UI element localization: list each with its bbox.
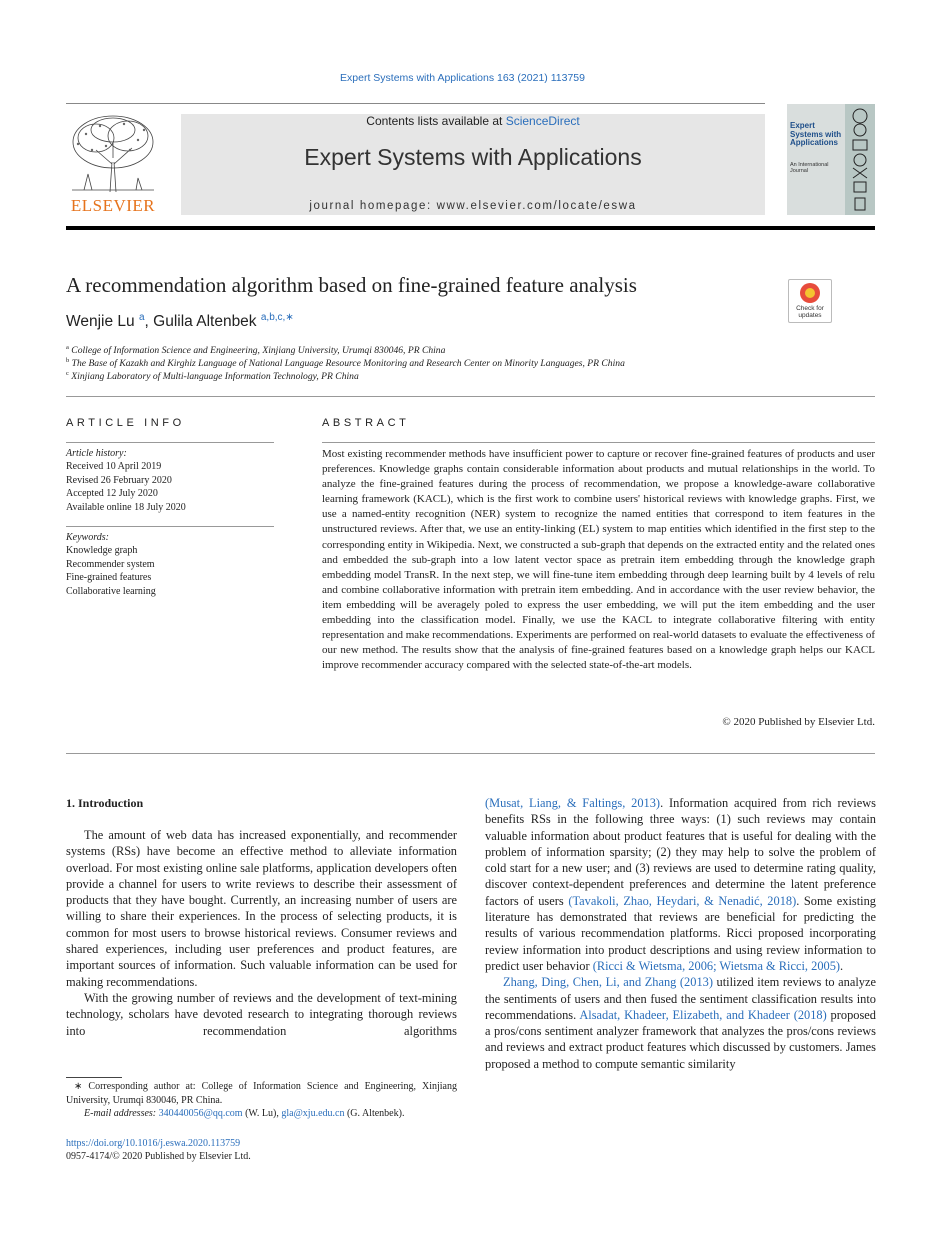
citation-link[interactable]: Zhang, Ding, Chen, Li, and Zhang (2013) [503,975,713,990]
page-bottom [66,1137,251,1163]
article-info-heading: ARTICLE INFO [66,417,185,429]
section-rule [66,396,875,397]
check-updates-icon [800,283,820,303]
info-rule [66,442,274,443]
contents-line [181,114,765,128]
left-column [66,827,457,1039]
corresponding-author: ∗ Corresponding author at: College of Information Science and Engineering, Xinjiang University, Urumqi 830046, PR China. [66,1081,457,1106]
paragraph-text: utilized item reviews to analyze the sentiments of users and then fused the sentiment classification results into recommendations. [485,975,876,1022]
author-list [66,312,294,331]
journal-title: Expert Systems with Applications [304,144,642,170]
cover-subtitle: An International Journal [790,162,829,174]
section-heading: 1. Introduction [66,796,144,810]
history-item: Accepted 12 July 2020 [66,488,158,500]
journal-cover [787,104,875,215]
paragraph: The amount of web data has increased exponentially, and recommender systems (RSs) have become an effective method to alleviate information overload. For most existing online sale platforms, application developers often provide a channel for users to write reviews to describe their assessment of products that they have bought. Currently, an increasing number of users are willing to share their experiences. In the process of selecting products, it is common for most users to browse historical reviews. Consumer reviews and shared experiences, including user preferences and product features, are important sources of information. Such valuable information can be used for making recommendations. [66,828,457,989]
history-item: Available online 18 July 2020 [66,501,186,513]
section-rule [66,753,875,754]
email-line [66,1107,457,1121]
keywords-label: Keywords: [66,532,109,543]
article-title: A recommendation algorithm based on fine-grained feature analysis [66,273,637,297]
journal-reference[interactable]: Expert Systems with Applications 163 (2021) 113759 [340,72,585,84]
abstract-text: Most existing recommender methods have insufficient power to capture or recover fine-grained features of products and user preferences. Knowledge graphs contain considerable information about products and mutual relationships in the world. To analyze the fine-grained features during the process of recommendation, we propose a knowledge-aware collaborative learning framework (KACL), which is the first work to combine users' historical reviews with knowledge graphs. First, we use a named-entity recognition (NER) system to recognize the named entities that correspond to item features in the unstructured reviews. After that, we use an entity-linking (EL) system to map entities which identified in the first step to the corresponding entity in Wikipedia. Next, we constructed a sub-graph that depends on the extracted entity and the related ones and embedded the sub-graph into a low latent vector space as pretrain item embedding through the knowledge graph embedding model TransR. In the next step, we will fine-tune item embedding through deep learning built by 4 levels of relu and combine collaborative information with pretrain item embedding. And in accordance with the user review behavior, the item embedding will be averagely poled to express the user embedding, we will put the item embedding and the user embedding into the classification model. Finally, we use the KACL to integrate collaborative filtering with entity representation and make recommendations. Experiments are performed on real-world datasets to evaluate the effectiveness of our new method. The results show that the analysis of fine-grained features based on a knowledge graph helps our KACL improve recommender accuracy compared with the selected state-of-the-art models. [322,448,875,672]
header-thick-rule [66,226,875,230]
affiliation: $^b$ The Base of Kazakh and Kirghiz Language of National Language Resource Monitoring and Research Center on Minority Languages, PR China [66,357,625,370]
citation-link[interactable]: (Tavakoli, Zhao, Heydari, & Nenadić, 2018) [568,893,797,908]
author-name[interactable]: Gulila Altenbek [153,313,257,331]
email-link[interactable]: 340440056@qq.com [158,1108,243,1120]
journal-homepage[interactable]: journal homepage: www.elsevier.com/locate/eswa [309,200,637,212]
cover-panel [787,104,845,215]
paragraph-text: . [840,958,844,973]
abstract-heading: ABSTRACT [322,417,410,429]
keywords [66,531,274,598]
paragraph-text: . Information acquired from rich reviews benefits RSs in the following three ways: (1) such reviews may contain valuable information about product features that is useful for dealing with the problem of information sparsity; (2) they may help to solve the problem of cold start for a new user; and (3) reviews are used to determine rating quality, discover context-dependent preferences and determine the latent preference factors of users [485,796,876,908]
tree-icon [66,112,160,194]
sciencedirect-link[interactable]: ScienceDirect [505,114,580,128]
email-owner: (G. Altenbek). [344,1108,405,1120]
publisher-logo-text: ELSEVIER [70,196,156,215]
email-owner: (W. Lu), [242,1108,282,1120]
cover-title: Expert Systems with Applications [790,121,842,147]
author-separator: , [144,313,154,331]
abstract-copyright: © 2020 Published by Elsevier Ltd. [722,716,875,728]
footnote-rule [66,1077,122,1078]
check-updates-text: Check for updates [796,305,824,319]
paragraph [485,974,876,1072]
email-label: E-mail addresses: [84,1108,157,1120]
paragraph-text: proposed a pros/cons sentiment analyzer framework that analyzes the pros/cons reviews and reviews and extract product features which discussed by customers. James proposed a method to compute semantic similarity [485,1007,876,1071]
paragraph: With the growing number of reviews and the development of text-mining technology, scholars have devoted research to integrating thorough reviews into recommendation algorithms [66,990,457,1038]
footnote [66,1080,457,1121]
history-item: Revised 26 February 2020 [66,474,172,486]
abstract-rule [322,442,875,443]
doi-link[interactable]: https://doi.org/10.1016/j.eswa.2020.113759 [66,1138,241,1149]
affiliation: $^a$ College of Information Science and Engineering, Xinjiang University, Urumqi 830046, PR China [66,344,446,357]
history-label: Article history: [66,448,127,459]
citation-link[interactable]: (Ricci & Wietsma, 2006; Wietsma & Ricci, 2005) [592,958,841,973]
history-item: Received 10 April 2019 [66,461,162,473]
elsevier-logo [66,112,160,216]
author-affil-sup[interactable]: a [138,312,145,323]
keyword: Knowledge graph [66,545,138,557]
author-name[interactable]: Wenjie Lu [66,313,135,331]
header-rule [66,103,765,104]
info-rule [66,526,274,527]
keyword: Recommender system [66,558,155,570]
article-history [66,447,274,514]
issn-line: 0957-4174/© 2020 Published by Elsevier Ltd. [66,1151,251,1162]
affiliation: $^c$ Xinjiang Laboratory of Multi-language Information Technology, PR China [66,370,359,383]
citation-link[interactable]: (Musat, Liang, & Faltings, 2013) [485,796,661,810]
cover-icons [847,106,873,213]
right-column [485,795,876,1072]
paragraph-text: . Some existing literature has demonstrated that reviews are beneficial for predicting the results of various recommendation platforms. Ricci proposed incorporating review information into product descriptions and using review information to predict user behavior [485,893,876,973]
paragraph [485,795,876,974]
keyword: Collaborative learning [66,585,156,597]
citation-link[interactable]: Alsadat, Khadeer, Elizabeth, and Khadeer (2018) [579,1007,827,1022]
contents-prefix: Contents lists available at [366,114,506,128]
email-link[interactable]: gla@xju.edu.cn [281,1108,345,1120]
keyword: Fine-grained features [66,572,152,584]
check-for-updates-badge[interactable] [788,279,832,323]
author-affil-sup[interactable]: a,b,c,∗ [260,312,294,323]
